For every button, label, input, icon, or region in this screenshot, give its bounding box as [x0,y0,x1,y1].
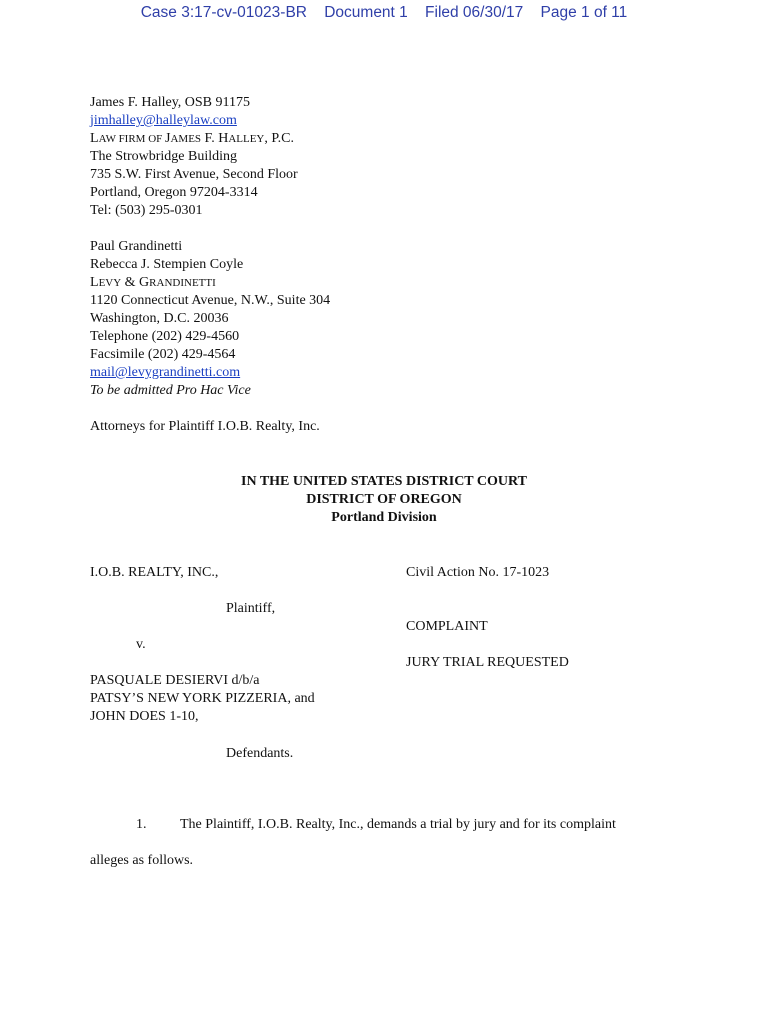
court-heading [0,473,768,527]
court-division: Portland Division [331,510,437,525]
paragraph-1-continuation: alleges as follows. [90,853,194,868]
counsel-2-email-link[interactable]: mail@levygrandinetti.com [90,365,241,380]
caption-defendant-line-3: JOHN DOES 1-10, [90,709,199,724]
stamp-filed: Filed 06/30/17 [425,4,524,21]
counsel-1-street: 735 S.W. First Avenue, Second Floor [90,167,298,182]
ecf-header-stamp [0,4,768,22]
counsel-2-telephone: Telephone (202) 429-4560 [90,329,240,344]
paragraph-1-text: The Plaintiff, I.O.B. Realty, Inc., demands a trial by jury and for its complaint [180,817,616,832]
court-district: DISTRICT OF OREGON [306,492,462,507]
caption-defendant-label: Defendants. [226,746,294,761]
counsel-2-facsimile: Facsimile (202) 429-4564 [90,347,236,362]
counsel-1-firm: LAW FIRM OF JAMES F. HALLEY, P.C. [90,131,294,146]
counsel-2-street: 1120 Connecticut Avenue, N.W., Suite 304 [90,293,331,308]
stamp-document: Document 1 [324,4,408,21]
counsel-2-city: Washington, D.C. 20036 [90,311,229,326]
civil-action-number: Civil Action No. 17-1023 [406,565,550,580]
court-name: IN THE UNITED STATES DISTRICT COURT [241,474,527,489]
caption-versus: v. [136,637,146,652]
counsel-1-name: James F. Halley, OSB 91175 [90,95,251,110]
counsel-2-name-2: Rebecca J. Stempien Coyle [90,257,244,272]
counsel-1-building: The Strowbridge Building [90,149,237,164]
caption-plaintiff-label: Plaintiff, [226,601,276,616]
counsel-2-firm: LEVY & GRANDINETTI [90,275,216,290]
stamp-case: Case 3:17-cv-01023-BR [140,4,307,21]
caption-plaintiff-name: I.O.B. REALTY, INC., [90,565,219,580]
paragraph-1-number: 1. [136,817,147,832]
counsel-2-name-1: Paul Grandinetti [90,239,183,254]
document-type: COMPLAINT [406,619,488,634]
pro-hac-vice-note: To be admitted Pro Hac Vice [90,383,251,398]
caption-defendant-line-1: PASQUALE DESIERVI d/b/a [90,673,260,688]
counsel-1-city: Portland, Oregon 97204-3314 [90,185,258,200]
counsel-block [90,94,690,436]
attorneys-for: Attorneys for Plaintiff I.O.B. Realty, Inc. [90,419,320,434]
counsel-1-email-link[interactable]: jimhalley@halleylaw.com [90,113,237,128]
caption-defendant-line-2: PATSY’S NEW YORK PIZZERIA, and [90,691,315,706]
stamp-page: Page 1 of 11 [540,4,628,21]
jury-trial-requested: JURY TRIAL REQUESTED [406,655,569,670]
counsel-1-tel: Tel: (503) 295-0301 [90,203,203,218]
